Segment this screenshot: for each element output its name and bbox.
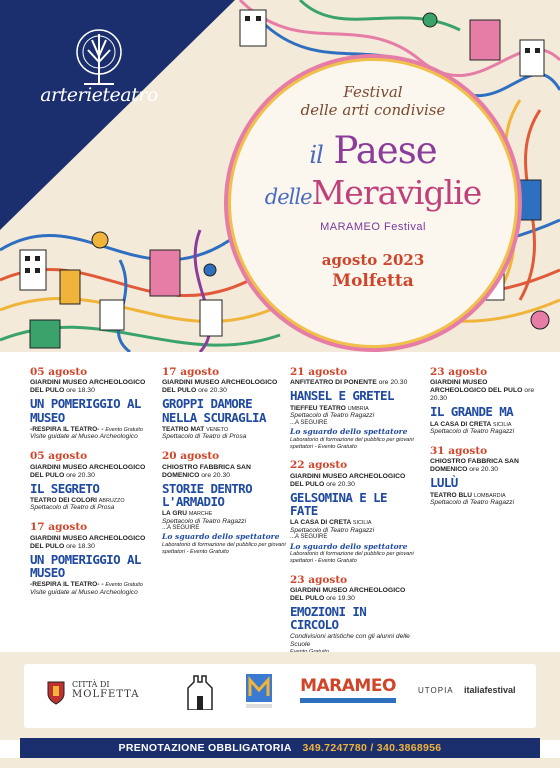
event-region: LOMBARDIA xyxy=(473,492,506,499)
program-event xyxy=(290,574,418,656)
event-info: Spettacolo di Teatro di Prosa xyxy=(30,504,115,512)
tree-icon xyxy=(64,28,134,86)
event-time: ore 20.30 xyxy=(378,379,408,387)
event-place-name: GIARDINI MUSEO ARCHEOLOGICO DEL PULO xyxy=(290,472,406,488)
event-place xyxy=(290,587,418,603)
event-company-line xyxy=(290,405,418,413)
event-followup: ...A SEGUIRE xyxy=(290,534,328,541)
event-region: UMBRIA xyxy=(347,405,369,412)
event-time: ore 20.30 xyxy=(198,387,227,395)
city-line1: CITTÀ DI xyxy=(72,680,110,689)
event-region: SICILIA xyxy=(492,421,512,428)
event-title: GELSOMINA E LE FATE xyxy=(290,489,387,518)
program-column-2 xyxy=(162,366,290,565)
sponsor-band xyxy=(24,664,536,728)
event-info: Condivisioni artistiche con gli alunni delle Scuole xyxy=(290,633,410,649)
church-icon xyxy=(186,674,214,710)
city-line2: MOLFETTA xyxy=(72,689,140,700)
utopia-logo: UTOPIA xyxy=(418,686,454,695)
festival-date: agosto 2023 xyxy=(321,251,425,269)
program xyxy=(0,352,560,652)
event-workshop-info: Laboratorio di formazione del pubblico per giovani spettatori - Evento Gratuito xyxy=(290,551,414,565)
program-event xyxy=(290,459,418,564)
event-info: Visite guidate al Museo Archeologico xyxy=(30,588,138,596)
event-time: ore 18.30 xyxy=(66,387,95,395)
event-title: LULÙ xyxy=(430,475,458,491)
event-date: 17 agosto xyxy=(162,366,220,378)
festival-circle xyxy=(228,58,518,348)
program-event xyxy=(30,366,158,441)
event-workshop-title: Lo sguardo dello spettatore xyxy=(162,532,280,542)
event-note: Evento Gratuito xyxy=(105,426,143,433)
event-title: EMOZIONI IN CIRCOLO xyxy=(290,604,367,633)
event-company-line: -RESPIRA IL TEATRO- - Evento Gratuito xyxy=(30,425,143,433)
organizer-logo xyxy=(34,28,164,106)
event-followup: ...A SEGUIRE xyxy=(290,420,328,427)
event-time: ore 18.30 xyxy=(66,542,95,550)
event-company: -RESPIRA IL TEATRO- xyxy=(30,425,100,433)
festival-subtitle-line1: Festival xyxy=(343,83,403,101)
event-place xyxy=(430,379,540,403)
festival-city: Molfetta xyxy=(332,271,414,291)
event-title: UN POMERIGGIO AL MUSEO xyxy=(30,396,141,425)
event-title: GROPPI DAMORE NELLA SCURAGLIA xyxy=(162,396,266,425)
m-logo xyxy=(246,674,272,712)
program-event xyxy=(290,366,418,450)
event-place xyxy=(430,458,540,474)
event-title: HANSEL E GRETEL xyxy=(290,388,394,404)
event-place-name: GIARDINI MUSEO ARCHEOLOGICO DEL PULO xyxy=(430,379,523,395)
event-info: Spettacolo di Teatro di Prosa xyxy=(162,433,247,441)
program-event xyxy=(30,521,158,596)
event-place-name: GIARDINI MUSEO ARCHEOLOGICO DEL PULO xyxy=(290,587,406,603)
title-il: il xyxy=(309,141,323,169)
event-date: 20 agosto xyxy=(162,450,220,463)
event-company-line xyxy=(290,519,418,527)
event-info: Visite guidate al Museo Archeologico xyxy=(30,433,138,441)
event-time: ore 20.30 xyxy=(326,480,355,488)
event-place-name: CHIOSTRO FABBRICA SAN DOMENICO xyxy=(430,458,519,474)
event-place xyxy=(162,379,290,395)
event-place xyxy=(290,379,418,387)
booking-label: PRENOTAZIONE OBBLIGATORIA xyxy=(118,742,292,754)
event-place-name: GIARDINI MUSEO ARCHEOLOGICO DEL PULO xyxy=(30,379,146,395)
m-badge-icon xyxy=(246,674,272,710)
event-company-line xyxy=(162,426,290,434)
event-company-line: -RESPIRA IL TEATRO- - Evento Gratuito xyxy=(30,580,143,588)
event-place-name: GIARDINI MUSEO ARCHEOLOGICO DEL PULO xyxy=(30,534,146,550)
event-company-line xyxy=(162,510,290,518)
event-workshop-title: Lo sguardo dello spettatore xyxy=(290,427,408,437)
marameo-logo xyxy=(300,676,396,703)
event-place-name: ANFITEATRO DI PONENTE xyxy=(290,379,377,387)
event-date: 22 agosto xyxy=(290,459,348,472)
italiafestival-logo: italiafestival xyxy=(464,685,516,695)
booking-bar xyxy=(20,738,540,758)
event-place xyxy=(30,464,158,480)
event-company: TEATRO DEI COLORI xyxy=(30,496,97,504)
event-region: VENETO xyxy=(206,426,229,433)
event-date: 17 agosto xyxy=(30,521,88,534)
bottom-border xyxy=(0,758,560,768)
event-company: TIEFFEU TEATRO xyxy=(290,404,346,412)
event-info: Spettacolo di Teatro Ragazzi xyxy=(430,499,515,507)
event-date: 21 agosto xyxy=(290,366,348,378)
marameo-text: MARAMEO xyxy=(300,676,396,696)
church-logo xyxy=(186,674,214,712)
header-artwork xyxy=(0,0,560,352)
festival-title-line1 xyxy=(231,129,515,172)
festival-edition: MARAMEO Festival xyxy=(320,221,426,233)
event-title: STORIE DENTRO L'ARMADIO xyxy=(162,480,253,509)
event-time: ore 20.30 xyxy=(201,471,231,479)
title-meraviglie: Meraviglie xyxy=(311,173,482,212)
event-info: Spettacolo di Teatro Ragazzi xyxy=(290,412,375,420)
event-title: UN POMERIGGIO AL MUSEO xyxy=(30,551,141,580)
festival-title-line2 xyxy=(231,173,515,212)
event-note: Evento Gratuito xyxy=(105,581,143,588)
event-company: -RESPIRA IL TEATRO- xyxy=(30,580,100,588)
event-place-name: GIARDINI MUSEO ARCHEOLOGICO DEL PULO xyxy=(30,463,146,479)
program-event xyxy=(430,445,540,507)
event-workshop-info: Laboratorio di formazione del pubblico per giovani spettatori - Evento Gratuito xyxy=(162,542,286,555)
event-place xyxy=(30,379,158,395)
program-event xyxy=(430,366,540,436)
festival-subtitle-line2: delle arti condivise xyxy=(300,101,446,119)
event-place-name: CHIOSTRO FABBRICA SAN DOMENICO xyxy=(162,463,251,479)
booking-phones: 349.7247780 / 340.3868956 xyxy=(302,742,442,754)
event-company: LA CASA DI CRETA xyxy=(430,420,492,428)
event-time: ore 19.30 xyxy=(326,595,355,603)
event-company: TEATRO MAT xyxy=(162,425,205,433)
coat-of-arms-icon xyxy=(46,680,66,706)
event-date: 23 agosto xyxy=(290,573,348,586)
event-info: Spettacolo di Teatro Ragazzi xyxy=(162,517,247,525)
title-paese: Paese xyxy=(333,129,437,172)
event-region: MARCHE xyxy=(188,510,213,517)
program-column-3 xyxy=(290,366,418,664)
event-place xyxy=(30,535,158,551)
event-time: ore 20.30 xyxy=(66,471,95,479)
event-workshop-info: Laboratorio di formazione del pubblico per giovani spettatori - Evento Gratuito xyxy=(290,437,414,450)
event-info: Spettacolo di Teatro Ragazzi xyxy=(430,428,515,436)
event-date: 31 agosto xyxy=(430,445,488,458)
event-title: IL GRANDE MA xyxy=(430,404,514,420)
event-company: TEATRO BLU xyxy=(430,491,472,499)
event-company: LA CASA DI CRETA xyxy=(290,518,352,526)
sponsor-strip xyxy=(0,652,560,740)
event-company-line xyxy=(30,497,158,505)
program-column-1 xyxy=(30,366,158,605)
event-date: 05 agosto xyxy=(30,366,88,378)
event-region: SICILIA xyxy=(352,519,372,526)
event-workshop-title: Lo sguardo dello spettatore xyxy=(290,541,408,551)
program-event xyxy=(30,450,158,512)
event-time: ore 20.30 xyxy=(469,466,499,474)
program-event xyxy=(162,366,290,441)
program-event xyxy=(162,450,290,555)
event-company-line xyxy=(430,421,540,429)
event-place xyxy=(290,473,418,489)
title-delle: delle xyxy=(264,185,312,209)
event-title: IL SEGRETO xyxy=(30,480,100,496)
event-time: ore 20.30 xyxy=(430,387,535,403)
organizer-name: arterieteatro xyxy=(40,84,158,106)
event-company-line xyxy=(430,492,540,500)
event-place xyxy=(162,464,290,480)
event-info: Spettacolo di Teatro Ragazzi xyxy=(290,526,375,534)
program-column-4 xyxy=(430,366,540,516)
event-region: ABRUZZO xyxy=(98,497,125,504)
city-logo xyxy=(46,680,146,706)
event-company: LA GRU xyxy=(162,509,188,517)
event-date: 23 agosto xyxy=(430,366,488,378)
event-date: 05 agosto xyxy=(30,450,88,463)
event-followup: ...A SEGUIRE xyxy=(162,525,200,532)
event-place-name: GIARDINI MUSEO ARCHEOLOGICO DEL PULO xyxy=(162,379,278,395)
